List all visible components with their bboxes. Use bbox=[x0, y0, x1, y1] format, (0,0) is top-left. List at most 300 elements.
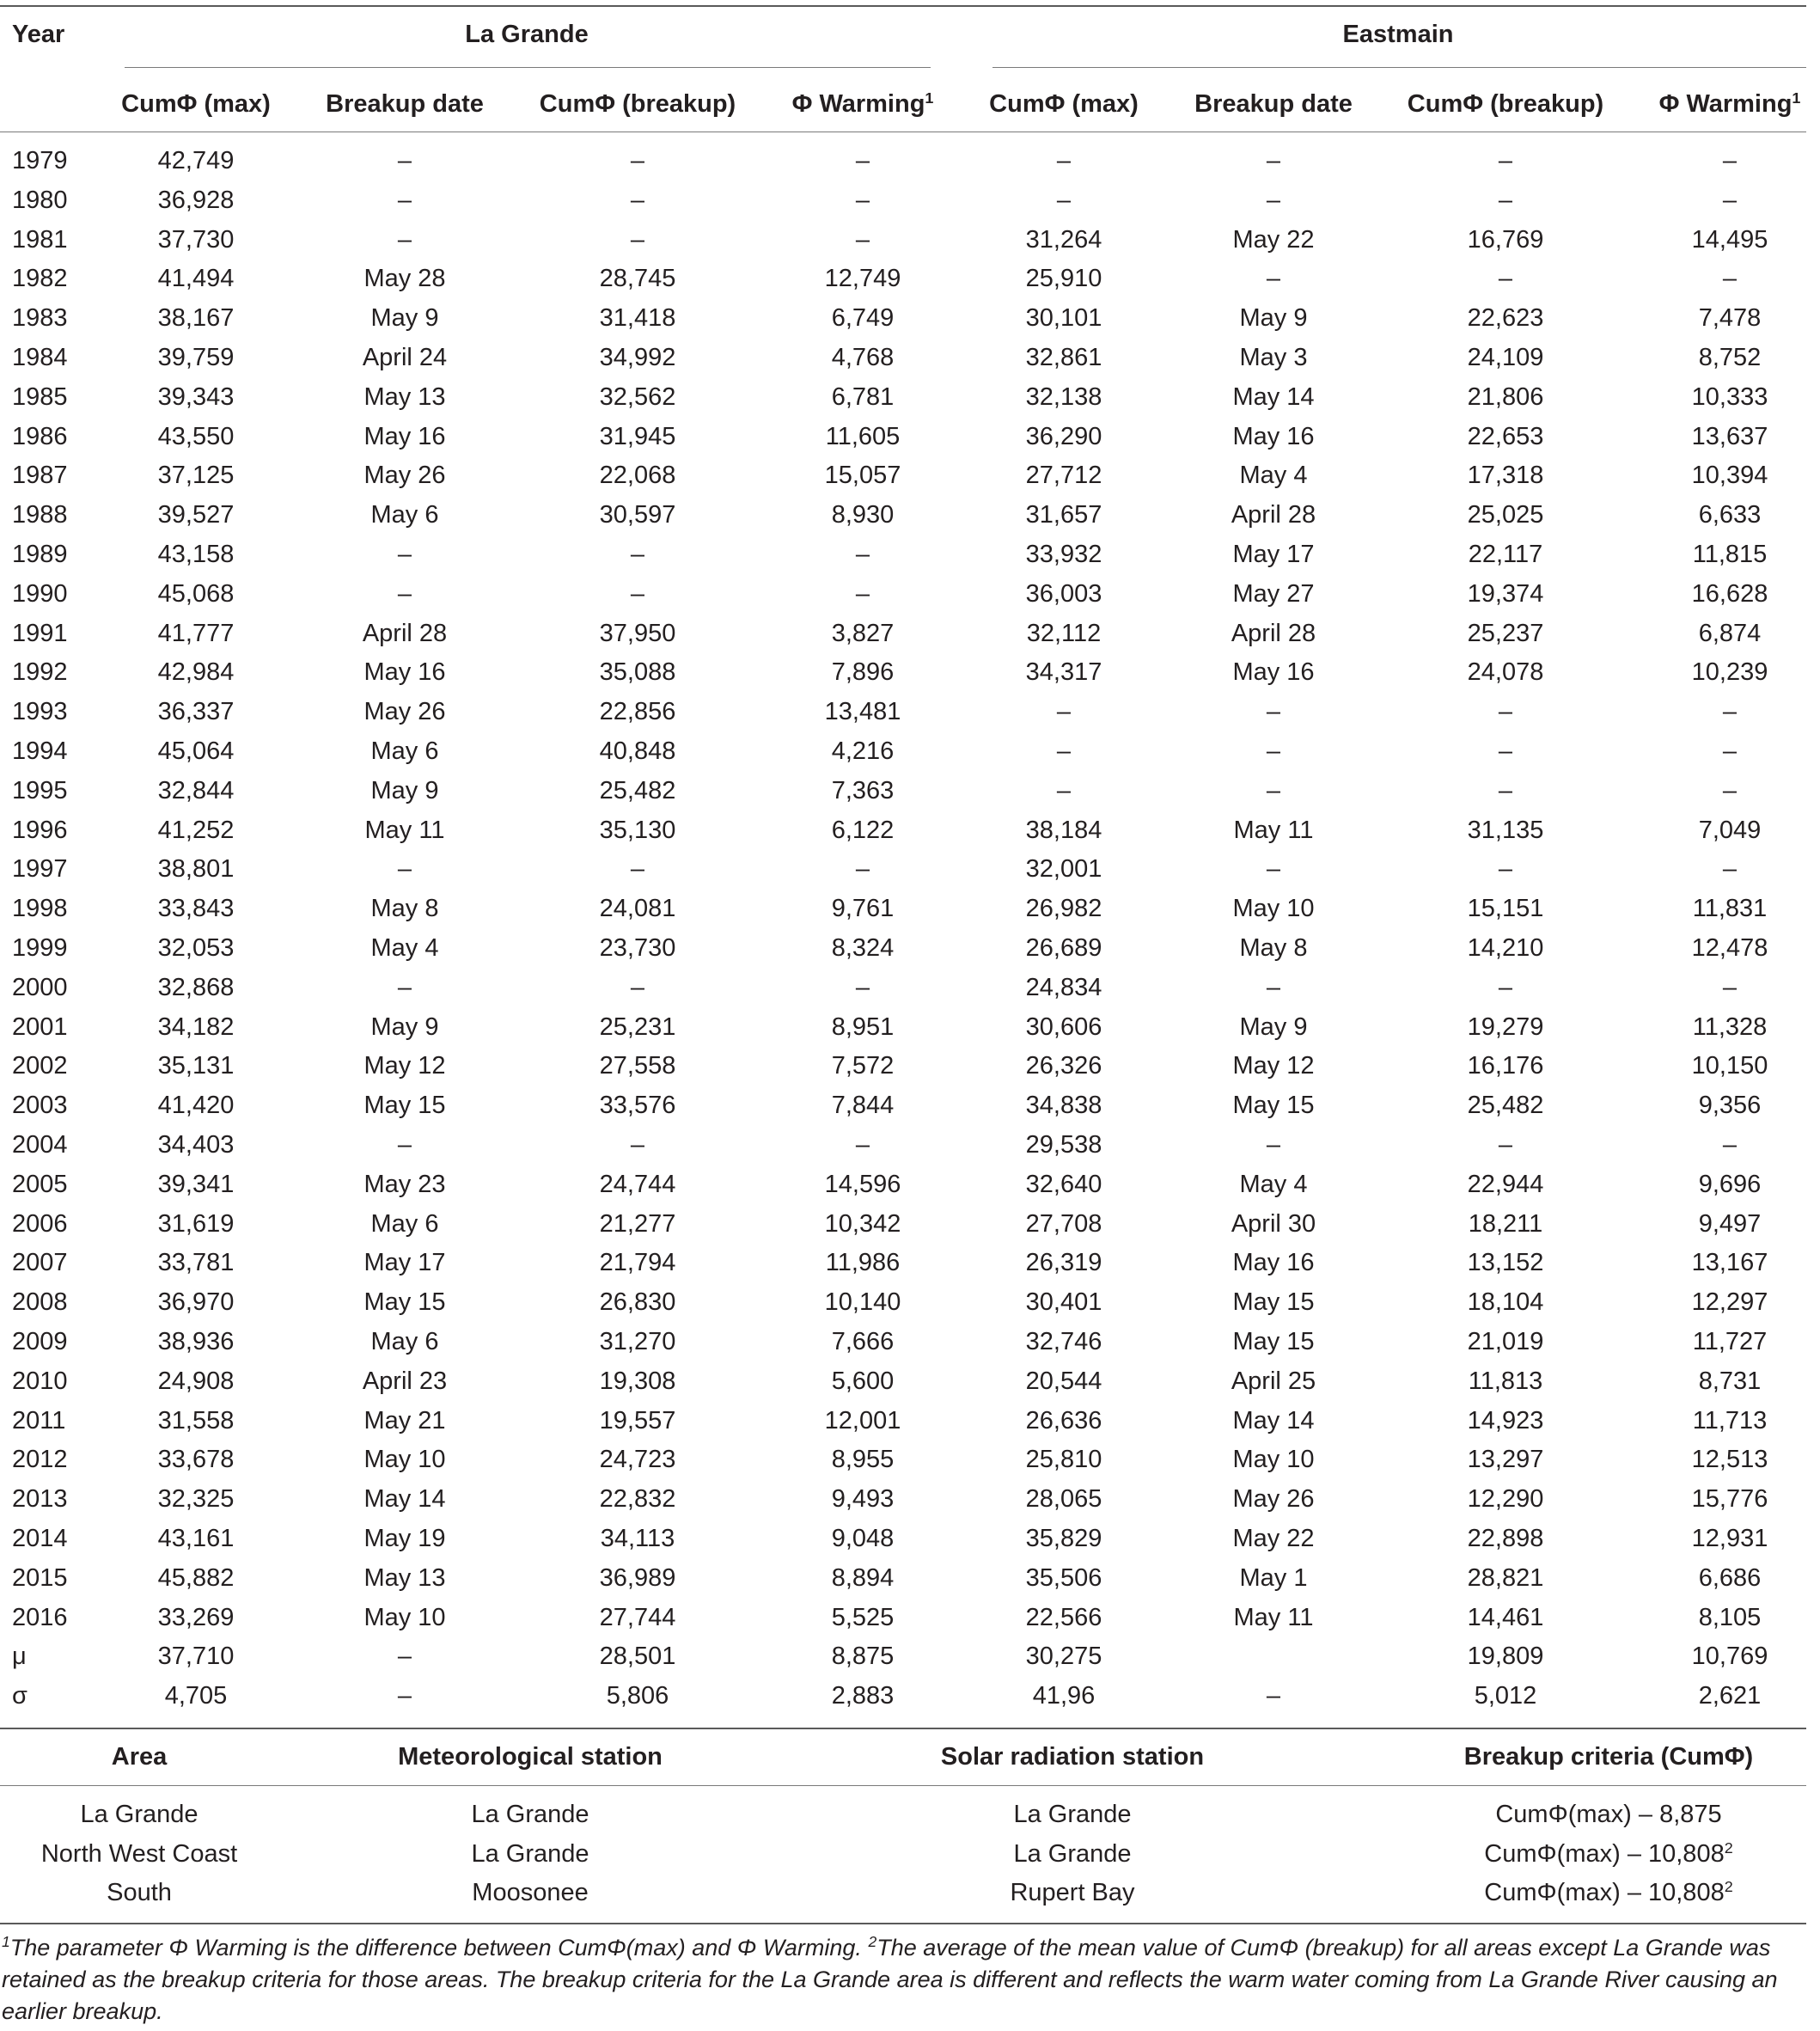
cell-cummax-eastmain: 26,636 bbox=[1025, 1406, 1102, 1435]
cell-warming-la-grande: 6,749 bbox=[831, 304, 895, 333]
cell-breakup-date-la-grande: May 8 bbox=[370, 895, 439, 923]
cell-cum-breakup-la-grande: 36,989 bbox=[599, 1563, 676, 1592]
cell-solar-radiation-station bbox=[1013, 1802, 1131, 1827]
footnote-mark-1: 1 bbox=[2, 1933, 10, 1951]
cell-warming-eastmain: 13,167 bbox=[1691, 1249, 1768, 1277]
cell-cum-breakup-eastmain: – bbox=[1498, 855, 1513, 884]
cell-warming-la-grande: 8,951 bbox=[831, 1012, 895, 1041]
cell-cum-breakup-la-grande: – bbox=[630, 579, 645, 608]
group-underline-eastmain bbox=[992, 67, 1806, 68]
cell-year: 2008 bbox=[12, 1288, 68, 1317]
cell-breakup-date-la-grande: May 19 bbox=[363, 1525, 446, 1552]
table-row bbox=[0, 1133, 1820, 1172]
cell-warming-la-grande: – bbox=[855, 186, 870, 214]
cell-breakup-criteria bbox=[1484, 1838, 1733, 1868]
cell-cummax-eastmain: 32,640 bbox=[1025, 1170, 1102, 1198]
cell-warming-eastmain: 11,328 bbox=[1692, 1012, 1768, 1041]
cell-breakup-date-eastmain: – bbox=[1266, 737, 1281, 765]
cell-year: 1999 bbox=[12, 934, 68, 962]
cell-cummax-eastmain: 32,112 bbox=[1026, 619, 1102, 647]
cell-cummax-eastmain: 36,003 bbox=[1025, 579, 1102, 608]
cell-text: CumΦ(max) – 10,808 bbox=[1484, 1839, 1725, 1868]
cell-breakup-date-la-grande: – bbox=[397, 973, 412, 1001]
cell-breakup-date-la-grande: May 28 bbox=[363, 265, 446, 293]
cell-cummax-eastmain: 32,138 bbox=[1025, 382, 1102, 411]
cell-warming-la-grande: 7,363 bbox=[831, 776, 895, 804]
cell-cum-breakup-eastmain: 19,279 bbox=[1467, 1012, 1544, 1041]
cell-text: La Grande bbox=[80, 1801, 198, 1828]
cell-breakup-date-la-grande: May 13 bbox=[363, 382, 446, 411]
cell-year: 1996 bbox=[12, 816, 68, 844]
cell-warming-la-grande: – bbox=[855, 855, 870, 884]
cell-warming-la-grande: 13,481 bbox=[824, 698, 901, 726]
cell-cum-breakup-la-grande: 28,745 bbox=[599, 265, 676, 293]
criteria-header-area: Area bbox=[111, 1743, 168, 1771]
cell-area bbox=[107, 1881, 172, 1906]
cell-warming-eastmain: 7,049 bbox=[1698, 816, 1762, 844]
cell-cummax-la-grande: 33,843 bbox=[157, 895, 235, 923]
footnote-mark-2: 2 bbox=[1724, 1838, 1733, 1857]
cell-warming-la-grande: 9,048 bbox=[831, 1525, 895, 1552]
cell-breakup-date-eastmain: May 14 bbox=[1232, 1406, 1315, 1435]
col-header-cum-breakup-eastmain: CumΦ (breakup) bbox=[1407, 90, 1604, 118]
cell-cummax-eastmain: 32,861 bbox=[1025, 344, 1102, 371]
criteria-row bbox=[0, 1802, 1820, 1842]
cell-breakup-date-eastmain: May 16 bbox=[1232, 1249, 1315, 1277]
table-footnote bbox=[2, 1932, 1817, 2028]
cell-cummax-eastmain: 25,810 bbox=[1025, 1446, 1102, 1474]
cell-warming-la-grande: 12,749 bbox=[824, 265, 901, 293]
cell-warming-la-grande: – bbox=[855, 225, 870, 254]
cell-warming-la-grande: 12,001 bbox=[824, 1406, 901, 1435]
cell-cummax-eastmain: 30,606 bbox=[1025, 1012, 1102, 1041]
criteria-top-rule bbox=[0, 1728, 1806, 1729]
cell-breakup-date-eastmain: – bbox=[1266, 147, 1281, 174]
table-row bbox=[0, 1644, 1820, 1684]
cell-year: 1992 bbox=[12, 658, 68, 687]
cell-warming-eastmain: 12,513 bbox=[1691, 1446, 1768, 1474]
cell-cummax-eastmain: 38,184 bbox=[1025, 816, 1102, 844]
cell-breakup-date-eastmain: May 10 bbox=[1232, 1446, 1315, 1474]
cell-cummax-eastmain: 27,708 bbox=[1025, 1209, 1102, 1238]
cell-cummax-la-grande: 45,882 bbox=[157, 1563, 235, 1592]
table-row bbox=[0, 266, 1820, 306]
cell-cum-breakup-eastmain: 31,135 bbox=[1467, 816, 1544, 844]
cell-warming-la-grande: 6,122 bbox=[831, 816, 895, 844]
cell-warming-eastmain: 9,356 bbox=[1698, 1092, 1762, 1120]
cell-cummax-la-grande: 35,131 bbox=[157, 1052, 235, 1080]
cell-breakup-date-la-grande: May 12 bbox=[363, 1052, 446, 1080]
cell-cummax-eastmain: 25,910 bbox=[1025, 265, 1102, 293]
cell-cummax-la-grande: 43,158 bbox=[157, 541, 235, 568]
cell-warming-eastmain: 10,239 bbox=[1691, 658, 1768, 687]
cell-cum-breakup-eastmain: 16,769 bbox=[1467, 225, 1544, 254]
cell-warming-eastmain: – bbox=[1722, 1131, 1738, 1159]
cell-cum-breakup-eastmain: – bbox=[1498, 265, 1513, 293]
cell-breakup-date-la-grande: – bbox=[397, 855, 412, 884]
cell-breakup-date-eastmain: May 27 bbox=[1232, 579, 1315, 608]
criteria-row bbox=[0, 1878, 1820, 1920]
cell-cummax-la-grande: 43,550 bbox=[157, 422, 235, 450]
cell-breakup-date-la-grande: May 15 bbox=[363, 1288, 446, 1317]
cell-cum-breakup-la-grande: – bbox=[630, 147, 645, 174]
cell-year: 1985 bbox=[12, 382, 68, 411]
cell-warming-eastmain: 13,637 bbox=[1691, 422, 1768, 450]
cell-cummax-eastmain: 28,065 bbox=[1025, 1485, 1102, 1514]
cell-cum-breakup-la-grande: 35,088 bbox=[599, 658, 676, 687]
cell-text: La Grande bbox=[1013, 1839, 1132, 1868]
cell-breakup-date-la-grande: May 9 bbox=[370, 1012, 439, 1041]
cell-year: 2004 bbox=[12, 1131, 68, 1159]
cell-breakup-date-la-grande: May 21 bbox=[363, 1406, 446, 1435]
cell-cummax-la-grande: 45,064 bbox=[157, 737, 235, 765]
cell-warming-la-grande: – bbox=[855, 541, 870, 568]
cell-cummax-eastmain: 30,101 bbox=[1025, 304, 1102, 333]
cell-cum-breakup-eastmain: 24,078 bbox=[1467, 658, 1544, 687]
cell-cummax-eastmain: 35,829 bbox=[1025, 1525, 1102, 1552]
cell-cummax-eastmain: 36,290 bbox=[1025, 422, 1102, 450]
cell-cum-breakup-la-grande: 21,277 bbox=[599, 1209, 676, 1238]
cell-breakup-date-eastmain: May 9 bbox=[1239, 304, 1308, 333]
cell-cummax-la-grande: 32,053 bbox=[157, 934, 235, 962]
cell-warming-la-grande: 7,572 bbox=[831, 1052, 895, 1080]
table-row bbox=[0, 382, 1820, 425]
cell-warming-eastmain: 10,769 bbox=[1691, 1643, 1768, 1671]
cell-cummax-la-grande: 41,252 bbox=[157, 816, 235, 844]
table-row bbox=[0, 700, 1820, 739]
table-row bbox=[0, 542, 1820, 582]
cell-cum-breakup-eastmain: – bbox=[1498, 737, 1513, 765]
cell-warming-eastmain: 9,497 bbox=[1698, 1209, 1762, 1238]
cell-cummax-eastmain: 29,538 bbox=[1025, 1131, 1102, 1159]
cell-cum-breakup-la-grande: 40,848 bbox=[599, 737, 676, 765]
cell-breakup-date-eastmain: – bbox=[1266, 698, 1281, 726]
cell-solar-radiation-station bbox=[1013, 1839, 1132, 1868]
cell-cummax-la-grande: 39,759 bbox=[157, 344, 235, 371]
cell-breakup-date-la-grande: April 24 bbox=[362, 344, 448, 371]
cell-warming-eastmain: 8,731 bbox=[1698, 1367, 1762, 1395]
cell-text: Rupert Bay bbox=[1010, 1879, 1135, 1906]
table-row bbox=[0, 660, 1820, 700]
cell-year: 2006 bbox=[12, 1209, 68, 1238]
cell-cum-breakup-la-grande: 5,806 bbox=[606, 1682, 669, 1710]
cell-cummax-la-grande: 43,161 bbox=[157, 1525, 235, 1552]
cell-cum-breakup-eastmain: 15,151 bbox=[1467, 895, 1544, 923]
cell-breakup-date-la-grande: – bbox=[397, 1131, 412, 1159]
cell-cum-breakup-la-grande: 34,992 bbox=[599, 344, 676, 371]
cell-breakup-date-eastmain: May 16 bbox=[1232, 658, 1315, 687]
cell-warming-la-grande: 15,057 bbox=[824, 462, 901, 490]
cell-breakup-date-la-grande: – bbox=[397, 579, 412, 608]
warming-label: Φ Warming bbox=[1658, 90, 1793, 118]
cell-cummax-eastmain: 32,001 bbox=[1025, 855, 1102, 884]
cell-cummax-eastmain: 30,275 bbox=[1025, 1643, 1102, 1671]
cell-cum-breakup-eastmain: 5,012 bbox=[1474, 1682, 1537, 1710]
cell-year: 1993 bbox=[12, 698, 68, 726]
cell-cummax-eastmain: 27,712 bbox=[1025, 462, 1102, 490]
cell-cum-breakup-la-grande: 31,945 bbox=[599, 422, 676, 450]
cell-warming-la-grande: 11,605 bbox=[825, 422, 901, 450]
warming-label: Φ Warming bbox=[791, 90, 925, 118]
cell-cum-breakup-la-grande: 37,950 bbox=[599, 619, 676, 647]
cell-year: 1979 bbox=[12, 147, 68, 174]
table-row bbox=[0, 936, 1820, 976]
cell-cummax-eastmain: 26,982 bbox=[1025, 895, 1102, 923]
cell-cum-breakup-eastmain: 14,923 bbox=[1467, 1406, 1544, 1435]
cell-breakup-date-la-grande: April 28 bbox=[362, 619, 448, 647]
cell-warming-eastmain: 11,713 bbox=[1692, 1406, 1768, 1435]
cell-cum-breakup-la-grande: – bbox=[630, 973, 645, 1001]
cell-cummax-la-grande: 39,527 bbox=[157, 501, 235, 529]
table-row bbox=[0, 1563, 1820, 1606]
cell-cum-breakup-la-grande: – bbox=[630, 541, 645, 568]
cell-year: 1991 bbox=[12, 619, 68, 647]
cell-cum-breakup-la-grande: 32,562 bbox=[599, 382, 676, 411]
cell-breakup-date-eastmain: – bbox=[1266, 973, 1281, 1001]
table-row bbox=[0, 1012, 1820, 1055]
cell-cum-breakup-eastmain: 13,297 bbox=[1467, 1446, 1544, 1474]
table-row bbox=[0, 1172, 1820, 1212]
cell-year: 2003 bbox=[12, 1092, 68, 1120]
col-header-warming-la-grande bbox=[791, 89, 934, 118]
cell-cum-breakup-la-grande: – bbox=[630, 855, 645, 884]
cell-breakup-date-la-grande: May 6 bbox=[370, 737, 439, 765]
cell-cum-breakup-eastmain: – bbox=[1498, 698, 1513, 726]
cell-breakup-date-eastmain: – bbox=[1266, 855, 1281, 884]
cell-cummax-la-grande: 31,558 bbox=[157, 1406, 235, 1435]
cell-cummax-la-grande: 41,777 bbox=[157, 619, 235, 647]
col-header-breakup-date-eastmain: Breakup date bbox=[1194, 90, 1353, 118]
cell-cum-breakup-eastmain: 18,211 bbox=[1468, 1209, 1543, 1238]
cell-breakup-date-la-grande: May 26 bbox=[363, 462, 446, 490]
table-row bbox=[0, 1330, 1820, 1369]
cell-cummax-eastmain: 22,566 bbox=[1025, 1603, 1102, 1631]
cell-warming-la-grande: 8,894 bbox=[831, 1563, 895, 1592]
cell-breakup-date-la-grande: May 6 bbox=[370, 1209, 439, 1238]
cell-meteorological-station bbox=[472, 1881, 588, 1906]
table-row bbox=[0, 422, 1820, 464]
cell-cum-breakup-eastmain: 11,813 bbox=[1468, 1367, 1543, 1395]
cell-cummax-eastmain: 33,932 bbox=[1025, 541, 1102, 568]
cell-warming-eastmain: – bbox=[1722, 147, 1738, 174]
cell-cummax-eastmain: 31,264 bbox=[1025, 225, 1102, 254]
cell-cummax-eastmain: 20,544 bbox=[1025, 1367, 1102, 1395]
cell-warming-eastmain: – bbox=[1722, 698, 1738, 726]
cell-cummax-eastmain: 34,838 bbox=[1025, 1092, 1102, 1120]
cell-cum-breakup-la-grande: – bbox=[630, 186, 645, 214]
cell-cum-breakup-la-grande: 22,856 bbox=[599, 698, 676, 726]
cell-year: 1981 bbox=[12, 225, 68, 254]
criteria-bottom-rule bbox=[0, 1923, 1806, 1924]
cell-cum-breakup-eastmain: 21,019 bbox=[1467, 1328, 1544, 1355]
group-header-la-grande: La Grande bbox=[465, 21, 589, 48]
cell-warming-la-grande: 7,844 bbox=[831, 1092, 895, 1120]
cell-cummax-la-grande: 24,908 bbox=[157, 1367, 235, 1395]
cell-breakup-date-eastmain: May 14 bbox=[1232, 382, 1315, 411]
table-row bbox=[0, 346, 1820, 385]
cell-cum-breakup-eastmain: – bbox=[1498, 776, 1513, 804]
table-row bbox=[0, 1209, 1820, 1251]
col-header-warming-eastmain bbox=[1658, 89, 1801, 118]
cell-warming-eastmain: 2,621 bbox=[1698, 1682, 1762, 1710]
cell-warming-la-grande: 7,666 bbox=[831, 1328, 895, 1355]
cell-warming-eastmain: 8,752 bbox=[1698, 344, 1762, 371]
cell-breakup-date-la-grande: May 10 bbox=[363, 1446, 446, 1474]
cell-breakup-date-eastmain: May 17 bbox=[1232, 541, 1315, 568]
cell-year: 1984 bbox=[12, 344, 68, 371]
cell-cummax-la-grande: 33,269 bbox=[157, 1603, 235, 1631]
cell-year: 1980 bbox=[12, 186, 68, 214]
cell-cummax-eastmain: 34,317 bbox=[1025, 658, 1102, 687]
cell-breakup-date-eastmain: May 15 bbox=[1232, 1328, 1315, 1355]
cell-year: 2009 bbox=[12, 1328, 68, 1355]
table-row bbox=[0, 1447, 1820, 1487]
cell-cummax-la-grande: 42,749 bbox=[157, 147, 235, 174]
cell-breakup-date-eastmain: April 28 bbox=[1231, 619, 1316, 647]
cell-cum-breakup-eastmain: 25,025 bbox=[1467, 501, 1544, 529]
cell-cummax-la-grande: 4,705 bbox=[164, 1682, 228, 1710]
cell-breakup-date-la-grande: – bbox=[397, 186, 412, 214]
cell-year: 1986 bbox=[12, 422, 68, 450]
col-header-cummax-eastmain: CumΦ (max) bbox=[989, 90, 1139, 118]
cell-cummax-la-grande: 33,678 bbox=[157, 1446, 235, 1474]
cell-cum-breakup-eastmain: 22,117 bbox=[1468, 541, 1543, 568]
cell-cummax-eastmain: – bbox=[1056, 776, 1072, 804]
cell-cum-breakup-la-grande: 23,730 bbox=[599, 934, 676, 962]
criteria-header-rule bbox=[0, 1785, 1806, 1786]
cell-year: 1997 bbox=[12, 855, 68, 884]
cell-warming-eastmain: – bbox=[1722, 265, 1738, 293]
cell-breakup-date-la-grande: May 16 bbox=[363, 658, 446, 687]
cell-breakup-date-eastmain: May 22 bbox=[1232, 225, 1315, 254]
table-row bbox=[0, 776, 1820, 818]
cell-warming-la-grande: 11,986 bbox=[825, 1249, 901, 1277]
cell-year: 2001 bbox=[12, 1012, 68, 1041]
cell-breakup-date-eastmain: May 11 bbox=[1233, 816, 1314, 844]
cell-meteorological-station bbox=[471, 1839, 589, 1868]
cell-breakup-date-eastmain: May 15 bbox=[1232, 1288, 1315, 1317]
footnote-mark-2: 2 bbox=[1724, 1878, 1733, 1896]
cell-cum-breakup-eastmain: – bbox=[1498, 186, 1513, 214]
cell-warming-la-grande: 4,768 bbox=[831, 344, 895, 371]
cell-cummax-la-grande: 34,403 bbox=[157, 1131, 235, 1159]
cell-warming-la-grande: 8,875 bbox=[831, 1643, 895, 1671]
cell-cum-breakup-la-grande: 26,830 bbox=[599, 1288, 676, 1317]
cell-cum-breakup-la-grande: 24,081 bbox=[599, 895, 676, 923]
cell-breakup-date-la-grande: – bbox=[397, 541, 412, 568]
cell-warming-la-grande: 4,216 bbox=[831, 737, 895, 765]
cell-cummax-eastmain: 26,326 bbox=[1025, 1052, 1102, 1080]
cell-cum-breakup-eastmain: 12,290 bbox=[1467, 1485, 1544, 1514]
cell-cum-breakup-la-grande: 22,068 bbox=[599, 462, 676, 490]
cell-breakup-date-la-grande: May 16 bbox=[363, 422, 446, 450]
cell-warming-eastmain: 6,633 bbox=[1698, 501, 1762, 529]
cell-year: 1989 bbox=[12, 541, 68, 568]
cell-cum-breakup-la-grande: 34,113 bbox=[600, 1525, 675, 1552]
cell-warming-la-grande: 10,140 bbox=[824, 1288, 901, 1317]
cell-cum-breakup-la-grande: 33,576 bbox=[599, 1092, 676, 1120]
cell-year: 2016 bbox=[12, 1603, 68, 1631]
cell-breakup-date-la-grande: May 15 bbox=[363, 1092, 446, 1120]
table-row bbox=[0, 306, 1820, 346]
table-row bbox=[0, 1406, 1820, 1448]
table-row bbox=[0, 149, 1820, 188]
cell-cum-breakup-la-grande: – bbox=[630, 1131, 645, 1159]
cell-cummax-la-grande: 38,936 bbox=[157, 1328, 235, 1355]
cell-year: 1983 bbox=[12, 304, 68, 333]
cell-cum-breakup-eastmain: – bbox=[1498, 1131, 1513, 1159]
cell-text: La Grande bbox=[1013, 1801, 1132, 1828]
table-row bbox=[0, 739, 1820, 779]
cell-text: La Grande bbox=[471, 1839, 589, 1868]
cell-warming-la-grande: 9,761 bbox=[831, 895, 895, 923]
cell-cum-breakup-la-grande: 27,744 bbox=[599, 1603, 676, 1631]
cell-warming-la-grande: 7,896 bbox=[831, 658, 895, 687]
cell-breakup-date-la-grande: May 11 bbox=[364, 816, 445, 844]
table-row bbox=[0, 1369, 1820, 1409]
table-row bbox=[0, 1251, 1820, 1290]
cell-breakup-date-la-grande: – bbox=[397, 225, 412, 254]
cell-breakup-date-eastmain: May 9 bbox=[1239, 1012, 1308, 1041]
cell-cummax-eastmain: 24,834 bbox=[1025, 973, 1102, 1001]
cell-warming-eastmain: 11,831 bbox=[1692, 895, 1768, 923]
cell-cum-breakup-la-grande: 24,723 bbox=[599, 1446, 676, 1474]
cell-cummax-la-grande: 34,182 bbox=[157, 1012, 235, 1041]
cell-breakup-date-eastmain: – bbox=[1266, 776, 1281, 804]
cell-breakup-date-la-grande: May 26 bbox=[363, 698, 446, 726]
table-row bbox=[0, 1054, 1820, 1093]
table-row bbox=[0, 1290, 1820, 1330]
cell-text: South bbox=[107, 1879, 172, 1906]
cell-meteorological-station bbox=[471, 1802, 589, 1827]
table-row bbox=[0, 1526, 1820, 1566]
cell-breakup-date-eastmain: May 1 bbox=[1239, 1563, 1308, 1592]
table-row bbox=[0, 857, 1820, 896]
cell-cummax-eastmain: 26,689 bbox=[1025, 934, 1102, 962]
cell-cummax-la-grande: 42,984 bbox=[157, 658, 235, 687]
cell-breakup-criteria bbox=[1484, 1878, 1733, 1906]
cell-cum-breakup-eastmain: 21,806 bbox=[1467, 382, 1544, 411]
cell-breakup-date-la-grande: May 13 bbox=[363, 1563, 446, 1592]
cell-warming-eastmain: 12,297 bbox=[1691, 1288, 1768, 1317]
cell-text: CumΦ(max) – 10,808 bbox=[1484, 1879, 1725, 1906]
cell-cummax-eastmain: 26,319 bbox=[1025, 1249, 1102, 1277]
cell-year: 1987 bbox=[12, 462, 68, 490]
cell-cummax-la-grande: 38,167 bbox=[157, 304, 235, 333]
cell-warming-la-grande: 14,596 bbox=[824, 1170, 901, 1198]
cell-breakup-date-eastmain: May 8 bbox=[1239, 934, 1308, 962]
cell-text: CumΦ(max) – 8,875 bbox=[1495, 1801, 1722, 1828]
cell-cummax-la-grande: 32,868 bbox=[157, 973, 235, 1001]
cell-warming-eastmain: 7,478 bbox=[1698, 304, 1762, 333]
cell-warming-eastmain: – bbox=[1722, 186, 1738, 214]
cell-breakup-date-eastmain: May 22 bbox=[1232, 1525, 1315, 1552]
cell-cummax-la-grande: 33,781 bbox=[157, 1249, 235, 1277]
cell-breakup-date-la-grande: April 23 bbox=[362, 1367, 448, 1395]
cell-cum-breakup-eastmain: 25,482 bbox=[1467, 1092, 1544, 1120]
cell-year: 1988 bbox=[12, 501, 68, 529]
cell-breakup-date-eastmain: May 16 bbox=[1232, 422, 1315, 450]
cell-cum-breakup-la-grande: 21,794 bbox=[599, 1249, 676, 1277]
cell-year: 2000 bbox=[12, 973, 68, 1001]
cell-text: Moosonee bbox=[472, 1879, 589, 1906]
cell-year: 2013 bbox=[12, 1485, 68, 1514]
cell-cum-breakup-eastmain: 22,898 bbox=[1467, 1525, 1544, 1552]
cell-cum-breakup-eastmain: 13,152 bbox=[1467, 1249, 1544, 1277]
table-row bbox=[0, 1487, 1820, 1526]
cell-year: 1990 bbox=[12, 579, 68, 608]
cell-year: 1982 bbox=[12, 265, 68, 293]
